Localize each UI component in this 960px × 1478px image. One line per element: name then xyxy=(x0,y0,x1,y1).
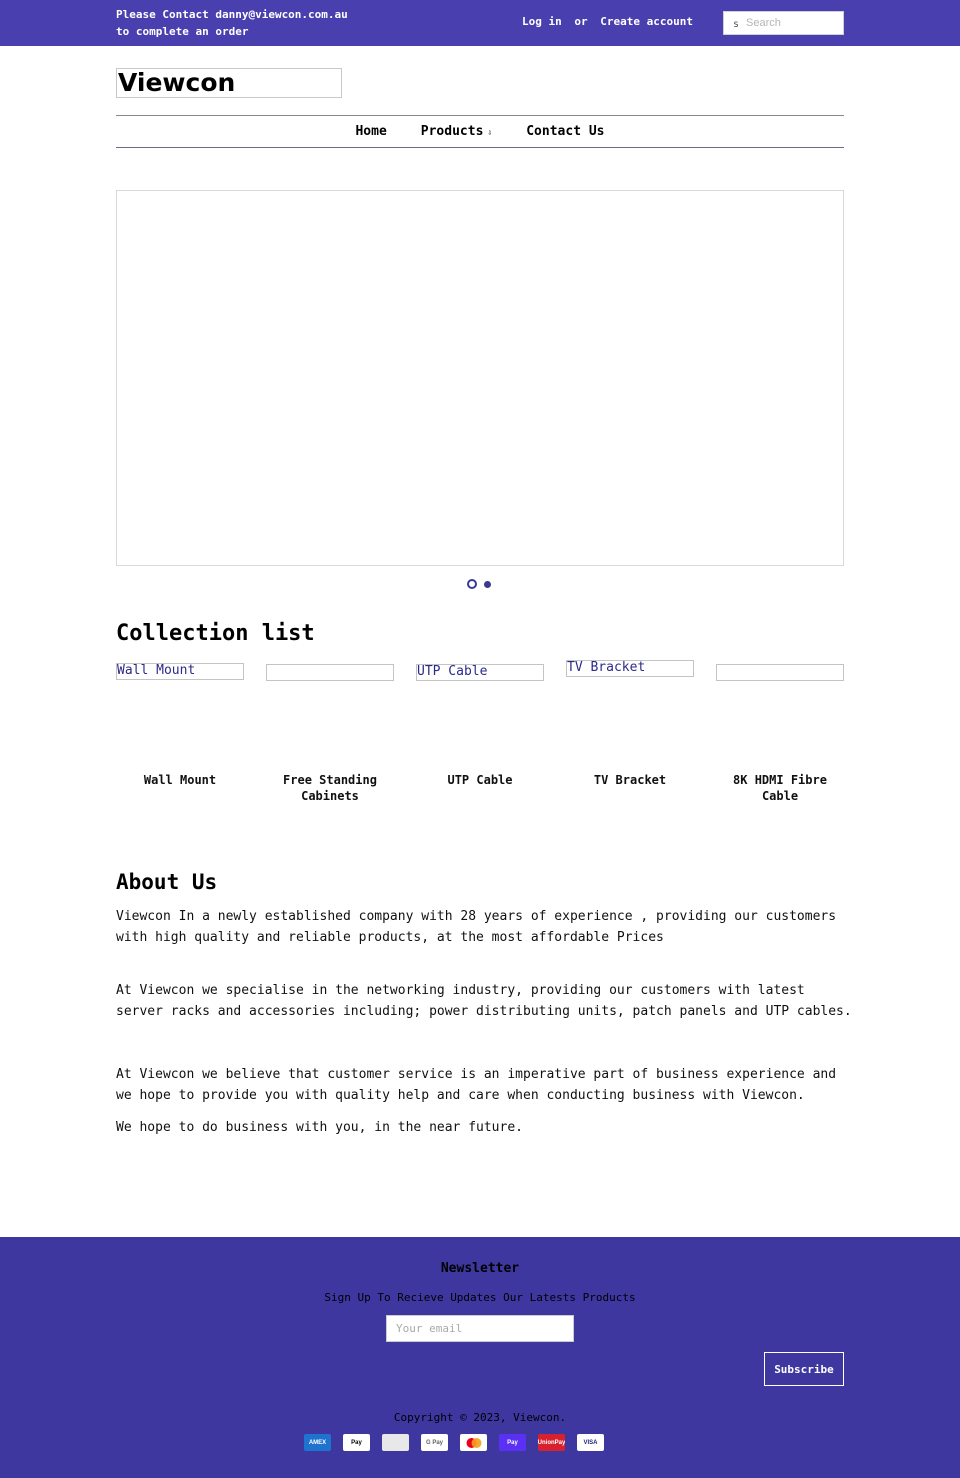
nav-item-home[interactable] xyxy=(355,116,386,148)
newsletter-title: Newsletter xyxy=(440,1261,520,1276)
generic-card-icon xyxy=(382,1434,409,1451)
visa-icon: VISA xyxy=(577,1434,604,1451)
apple-pay-icon: Pay xyxy=(343,1434,370,1451)
about-paragraph: At Viewcon we believe that customer service is an imperative part of business experience and we hope to provide you with quality help and care when conducting business with Viewcon. xyxy=(116,1067,837,1103)
create-account-link[interactable]: Create account xyxy=(600,15,693,28)
collection-image[interactable]: Wall Mount xyxy=(116,663,244,680)
collection-image[interactable]: TV Bracket xyxy=(566,660,694,677)
or-separator: or xyxy=(574,15,588,28)
chevron-down-icon: ⇩ xyxy=(487,128,493,137)
about-paragraph: At Viewcon we specialise in the networking industry, providing our customers with latest server racks and accessories including; power distributing units, patch panels and UTP cables. xyxy=(116,983,852,1019)
site-logo[interactable]: Viewcon xyxy=(116,68,342,98)
collection-image[interactable] xyxy=(266,664,394,681)
email-field[interactable] xyxy=(387,1316,573,1341)
collection-title[interactable]: TV Bracket xyxy=(593,773,667,787)
collection-title[interactable]: 8K HDMI Fibre Cable xyxy=(733,773,827,803)
collection-title[interactable]: Free Standing Cabinets xyxy=(283,773,377,803)
site-footer xyxy=(0,1237,960,1478)
payment-icons xyxy=(304,1434,604,1451)
announcement-bar xyxy=(0,0,960,46)
main-nav xyxy=(116,115,844,148)
newsletter-subtitle: Sign Up To Recieve Updates Our Latests Products xyxy=(324,1291,636,1304)
search-input[interactable] xyxy=(746,15,840,31)
nav-item-products[interactable] xyxy=(421,116,492,148)
login-link[interactable]: Log in xyxy=(522,15,562,28)
google-pay-icon: G Pay xyxy=(421,1434,448,1451)
slideshow-pagination xyxy=(467,579,491,589)
amex-icon: AMEX xyxy=(304,1434,331,1451)
about-paragraph: We hope to do business with you, in the near future. xyxy=(116,1120,523,1135)
nav-item-label: Contact Us xyxy=(526,124,605,139)
copyright: Copyright © 2023, Viewcon. xyxy=(393,1411,567,1424)
unionpay-icon: UnionPay xyxy=(538,1434,565,1451)
collection-title[interactable]: Wall Mount xyxy=(143,773,217,787)
nav-item-label: Home xyxy=(355,124,387,139)
search-icon[interactable]: s xyxy=(733,19,740,30)
about-title: About Us xyxy=(116,870,218,894)
nav-item-contact[interactable] xyxy=(526,116,604,148)
about-paragraph: Viewcon In a newly established company with 28 years of experience , providing our customers with high quality and reliable products, at the most affordable Prices xyxy=(116,909,837,945)
collection-image[interactable] xyxy=(716,664,844,681)
shop-pay-icon: Pay xyxy=(499,1434,526,1451)
slide-dot-2[interactable] xyxy=(484,581,491,588)
search-box[interactable] xyxy=(723,11,844,35)
collection-image[interactable]: UTP Cable xyxy=(416,664,544,681)
mastercard-icon xyxy=(460,1434,487,1451)
nav-item-label: Products xyxy=(420,124,484,139)
hero-slideshow[interactable] xyxy=(116,190,844,566)
email-field-wrapper[interactable] xyxy=(386,1315,574,1342)
collection-list-title: Collection list xyxy=(116,621,315,646)
subscribe-button[interactable]: Subscribe xyxy=(764,1352,844,1386)
slide-dot-1[interactable] xyxy=(467,579,477,589)
order-notice: Please Contact danny@viewcon.com.au to complete an order xyxy=(116,8,348,38)
account-links xyxy=(522,15,699,28)
collection-title[interactable]: UTP Cable xyxy=(447,773,513,787)
